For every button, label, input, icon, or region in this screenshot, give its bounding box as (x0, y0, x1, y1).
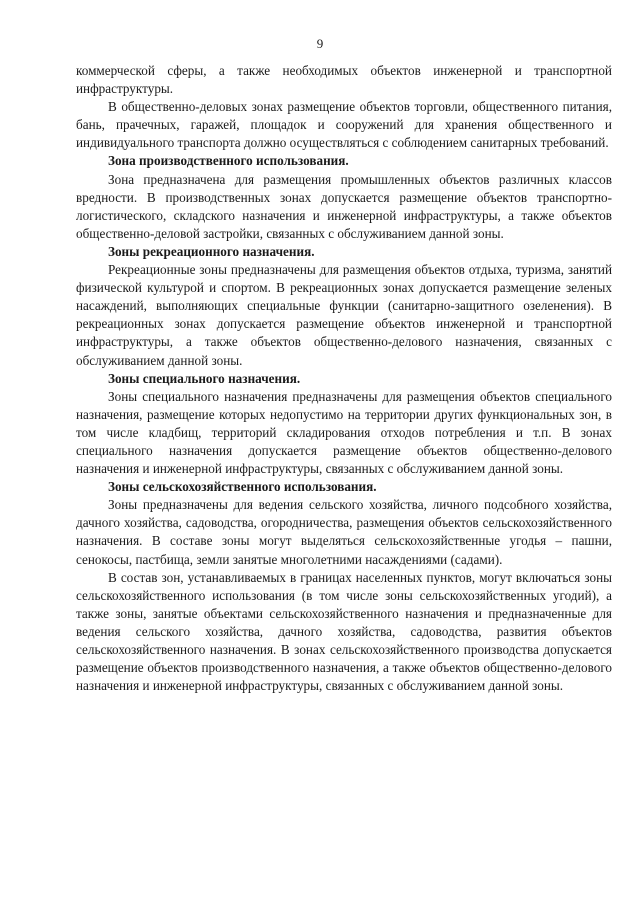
heading-special-zones: Зоны специального назначения. (108, 370, 301, 386)
paragraph-special-zones: Зоны специального назначения предназначены для размещения объектов специального назначения, размещение которых недопустимо на территории других функциональных зон, в том числе кладбищ, территорий складирования отходов потребления и т.п. В зонах специального назначения допускается размещение объектов общественно-делового назначения и инженерной инфраструктуры, связанных с обслуживанием данной зоны. (76, 388, 612, 477)
paragraph-continuation: коммерческой сферы, а также необходимых объектов инженерной и транспортной инфраструктуры. (76, 63, 612, 97)
paragraph-recreation-zones: Рекреационные зоны предназначены для размещения объектов отдыха, туризма, занятий физической культурой и спортом. В рекреационных зонах допускается размещение зеленых насаждений, выполняющих специальные функции (санитарно-защитного озеленения). В рекреационных зонах допускается размещение объектов инженерной и транспортной инфраструктуры, а также объектов общественно-делового назначения, связанных с обслуживанием данной зоны. (76, 262, 612, 368)
paragraph-agricultural-settlements: В состав зон, устанавливаемых в границах населенных пунктов, могут включаться зоны сельскохозяйственного использования (в том числе зоны сельскохозяйственных угодий), а также зоны, занятые объектами сельскохозяйственного назначения и предназначенные для ведения сельского хозяйства, дачного хозяйства, садоводства, развития объектов сельскохозяйственного назначения. В зонах сельскохозяйственного производства допускается размещение объектов производственного назначения, а также объектов общественно-делового назначения и инженерной инфраструктуры, связанных с обслуживанием данной зоны. (76, 569, 612, 694)
document-body (76, 62, 612, 695)
page-number: 9 (316, 36, 324, 51)
paragraph-business-zones: В общественно-деловых зонах размещение объектов торговли, общественного питания, бань, прачечных, гаражей, площадок и сооружений для хранения общественного и индивидуального транспорта должно осуществляться с соблюдением санитарных требований. (76, 99, 612, 151)
heading-recreation-zones: Зоны рекреационного назначения. (108, 243, 315, 259)
heading-industrial-zone: Зона производственного использования. (108, 153, 349, 169)
heading-agricultural-zones: Зоны сельскохозяйственного использования. (108, 479, 377, 495)
paragraph-agricultural-zones: Зоны предназначены для ведения сельского хозяйства, личного подсобного хозяйства, дачного хозяйства, садоводства, огородничества, размещения объектов сельскохозяйственного назначения. В составе зоны могут выделяться сельскохозяйственные угодья – пашни, сенокосы, пастбища, земли занятые многолетними насаждениями (садами). (76, 497, 612, 567)
paragraph-industrial-zone: Зона предназначена для размещения промышленных объектов различных классов вредности. В производственных зонах допускается размещение объектов транспортно-логистического, складского назначения и инженерной инфраструктуры, а также объектов общественно-деловой застройки, связанных с обслуживанием данной зоны. (76, 171, 612, 241)
